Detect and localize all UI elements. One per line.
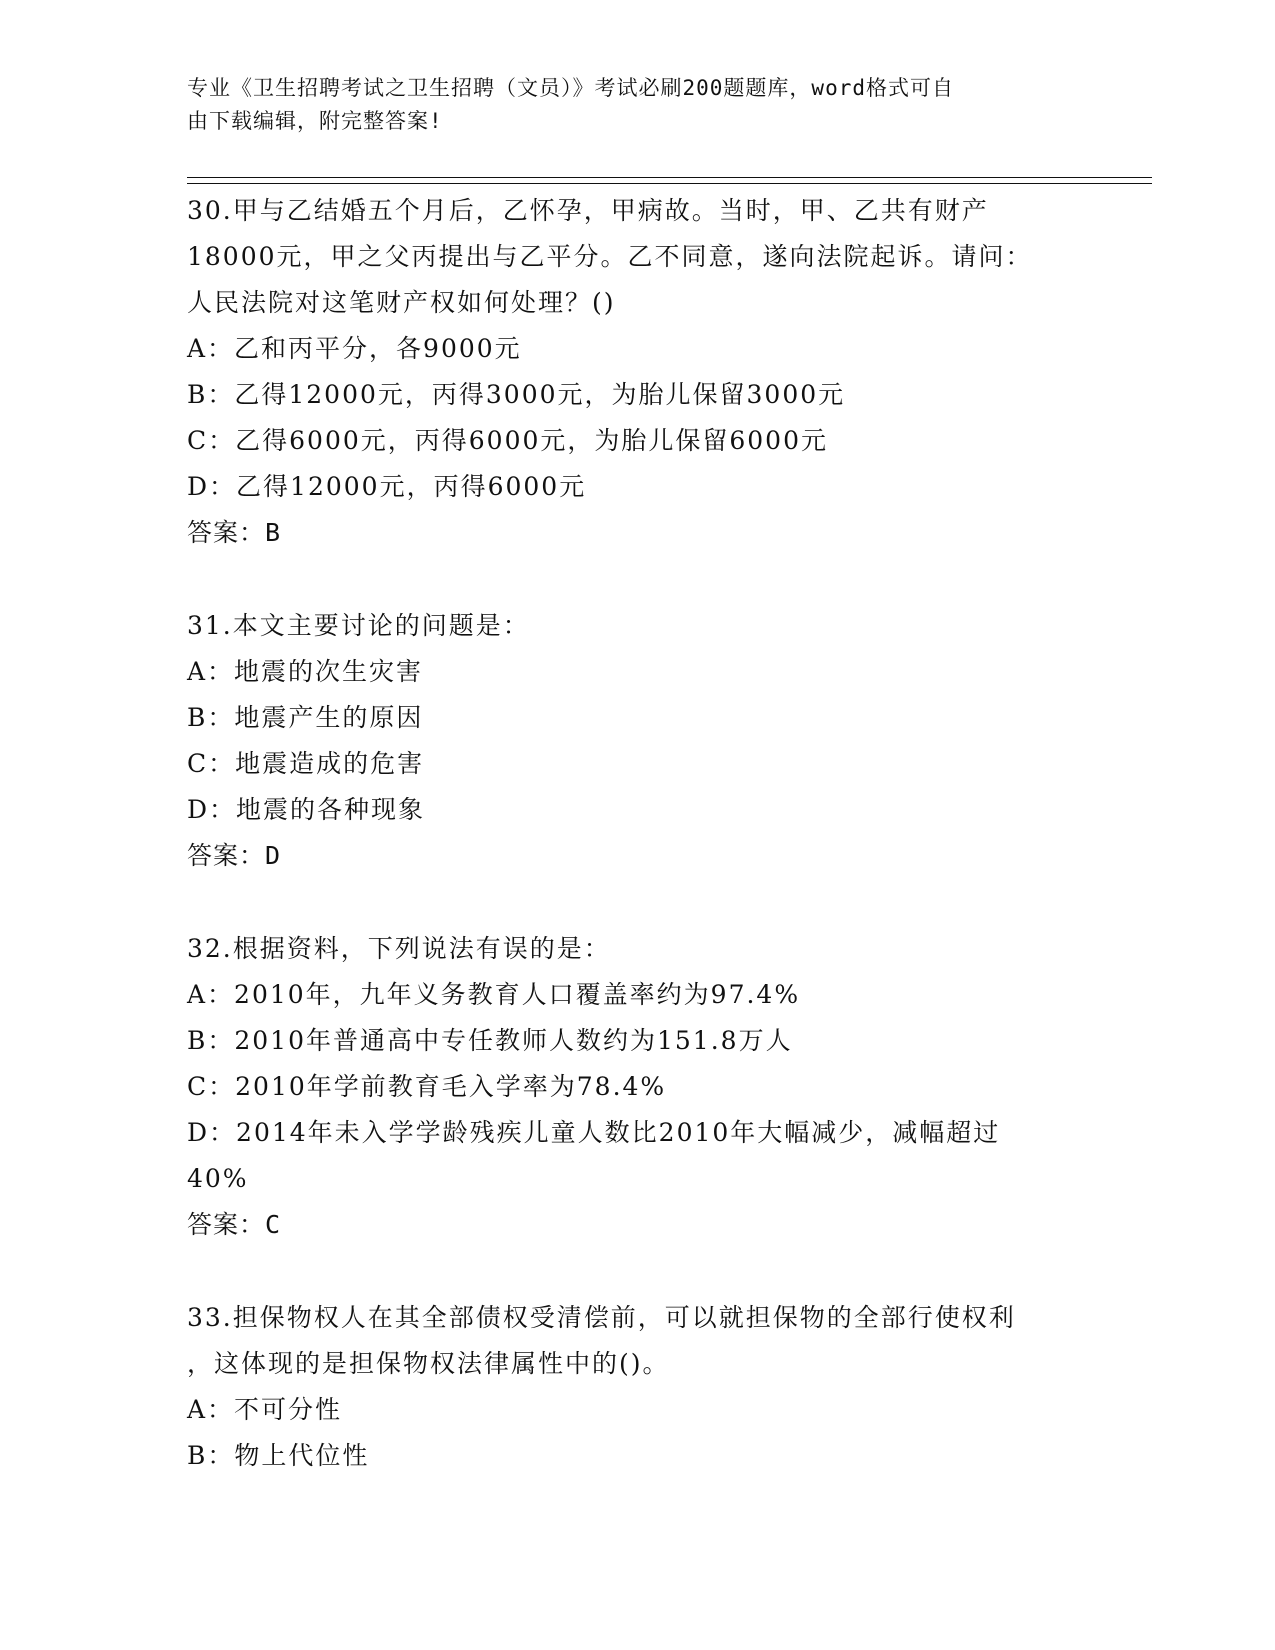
option-c: C：乙得6000元，丙得6000元，为胎儿保留6000元 bbox=[187, 426, 828, 455]
option-b: B：物上代位性 bbox=[187, 1441, 370, 1470]
option-b: B：2010年普通高中专任教师人数约为151.8万人 bbox=[187, 1026, 793, 1055]
answer-label: 答案：D bbox=[187, 841, 282, 870]
option-a: A：不可分性 bbox=[187, 1395, 343, 1424]
question-32 bbox=[187, 926, 1087, 1248]
question-text-line: 18000元，甲之父丙提出与乙平分。乙不同意，遂向法院起诉。请问： bbox=[187, 242, 1033, 271]
header-divider-top bbox=[187, 177, 1152, 178]
header-line-1: 专业《卫生招聘考试之卫生招聘（文员）》考试必刷200题题库，word格式可自 bbox=[187, 76, 954, 100]
header-line-2: 由下载编辑，附完整答案! bbox=[187, 109, 443, 133]
option-d: D：乙得12000元，丙得6000元 bbox=[187, 472, 587, 501]
option-a: A：地震的次生灾害 bbox=[187, 657, 424, 686]
question-30 bbox=[187, 188, 1087, 556]
answer-label: 答案：C bbox=[187, 1210, 282, 1239]
question-list bbox=[187, 188, 1087, 1479]
question-spacer bbox=[187, 556, 1087, 603]
question-text-line: 30.甲与乙结婚五个月后，乙怀孕，甲病故。当时，甲、乙共有财产 bbox=[187, 196, 989, 225]
question-33 bbox=[187, 1295, 1087, 1479]
question-text-line: 人民法院对这笔财产权如何处理？() bbox=[187, 288, 616, 317]
question-spacer bbox=[187, 1248, 1087, 1295]
question-text-line: 32.根据资料，下列说法有误的是： bbox=[187, 934, 611, 963]
option-b: B：乙得12000元，丙得3000元，为胎儿保留3000元 bbox=[187, 380, 846, 409]
option-d: D：2014年未入学学龄残疾儿童人数比2010年大幅减少，减幅超过 bbox=[187, 1118, 1001, 1147]
question-31 bbox=[187, 603, 1087, 879]
option-a: A：乙和丙平分，各9000元 bbox=[187, 334, 522, 363]
question-spacer bbox=[187, 879, 1087, 926]
option-b: B：地震产生的原因 bbox=[187, 703, 424, 732]
question-text-line: 33.担保物权人在其全部债权受清偿前，可以就担保物的全部行使权利 bbox=[187, 1303, 1016, 1332]
option-c: C：2010年学前教育毛入学率为78.4% bbox=[187, 1072, 667, 1101]
option-d: D：地震的各种现象 bbox=[187, 795, 426, 824]
option-a: A：2010年，九年义务教育人口覆盖率约为97.4% bbox=[187, 980, 801, 1009]
option-d-continued: 40% bbox=[187, 1164, 249, 1193]
question-text-line: 31.本文主要讨论的问题是： bbox=[187, 611, 530, 640]
answer-label: 答案：B bbox=[187, 518, 282, 547]
document-header bbox=[187, 72, 1067, 138]
header-divider-bottom bbox=[187, 183, 1152, 184]
question-text-line: ，这体现的是担保物权法律属性中的()。 bbox=[187, 1349, 670, 1378]
option-c: C：地震造成的危害 bbox=[187, 749, 425, 778]
